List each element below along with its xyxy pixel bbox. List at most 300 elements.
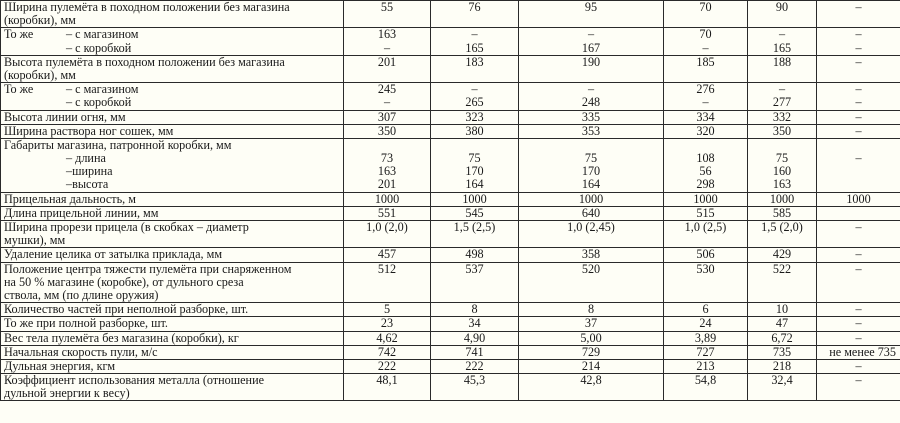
- row-label-line: Начальная скорость пули, м/с: [4, 345, 158, 359]
- value-cell: [519, 359, 664, 373]
- row-sublabel: –ширина: [66, 164, 113, 179]
- row-label-line: Высота линии огня, мм: [4, 110, 126, 124]
- cell-value: 245: [377, 82, 397, 97]
- value-cell: [519, 206, 664, 220]
- table-row: [1, 138, 900, 192]
- cell-value: 75: [584, 151, 598, 166]
- value-cell: [519, 248, 664, 262]
- value-cell: [817, 221, 900, 248]
- cell-value: 585: [772, 206, 792, 220]
- cell-value: –: [855, 110, 862, 124]
- cell-value: 75: [775, 151, 789, 166]
- table-row: [1, 221, 900, 248]
- cell-value: 167: [581, 40, 601, 55]
- value-cell: [664, 124, 748, 138]
- value-cell: [748, 345, 817, 359]
- value-cell: [817, 206, 900, 220]
- cell-value: 5,00: [580, 331, 602, 345]
- value-cell: [344, 83, 431, 110]
- row-label: [1, 359, 344, 373]
- value-cell: [344, 359, 431, 373]
- value-cell: [748, 55, 817, 82]
- cell-value: 4,90: [463, 331, 486, 345]
- cell-value: 188: [772, 55, 792, 69]
- cell-value: 545: [465, 206, 484, 220]
- row-label-line: Количество частей при неполной разборке, шт.: [4, 302, 249, 317]
- row-label-line: Ширина раствора ног сошек, мм: [4, 124, 174, 138]
- cell-value: –: [855, 262, 862, 276]
- cell-value: 353: [581, 124, 601, 138]
- cell-value: 320: [696, 124, 715, 138]
- value-cell: [748, 359, 817, 373]
- table-row: [1, 374, 900, 401]
- value-cell: [519, 1, 664, 28]
- value-cell: [431, 345, 519, 359]
- row-label-line: Положение центра тяжести пулемёта при снаряженном: [4, 262, 292, 276]
- value-cell: [664, 331, 748, 345]
- cell-value: –: [855, 151, 862, 166]
- value-cell: [664, 359, 748, 373]
- value-cell: [664, 110, 748, 124]
- value-cell: [817, 1, 900, 28]
- value-cell: [817, 262, 900, 303]
- value-cell: [748, 248, 817, 262]
- cell-value: 530: [696, 262, 715, 276]
- value-cell: [519, 221, 664, 248]
- row-label-line: Прицельная дальность, м: [4, 192, 136, 206]
- value-cell: [664, 317, 748, 331]
- value-cell: [431, 359, 519, 373]
- cell-value: 1,0 (2,0): [366, 220, 408, 234]
- value-cell: [519, 374, 664, 401]
- value-cell: [817, 124, 900, 138]
- row-label-line: Высота пулемёта в походном положении без магазина: [4, 55, 285, 69]
- value-cell: [344, 221, 431, 248]
- cell-value: –: [702, 40, 709, 55]
- value-cell: [748, 138, 817, 192]
- value-cell: [431, 303, 519, 317]
- value-cell: [344, 345, 431, 359]
- cell-value: 335: [581, 110, 601, 124]
- row-sublabel: –высота: [66, 177, 109, 192]
- cell-value: 163: [772, 177, 792, 192]
- value-cell: [431, 206, 519, 220]
- value-cell: [344, 206, 431, 220]
- cell-value: 1,5 (2,5): [453, 220, 496, 234]
- table-row: [1, 359, 900, 373]
- value-cell: [431, 1, 519, 28]
- cell-value: 23: [380, 316, 394, 331]
- cell-value: 551: [377, 206, 397, 220]
- cell-value: 298: [696, 177, 715, 192]
- cell-value: 332: [772, 110, 792, 124]
- cell-value: 380: [465, 124, 484, 138]
- value-cell: [344, 374, 431, 401]
- cell-value: 56: [699, 164, 712, 179]
- value-cell: [344, 331, 431, 345]
- value-cell: [817, 192, 900, 206]
- value-cell: [664, 248, 748, 262]
- value-cell: [748, 317, 817, 331]
- row-sublabel: – длина: [66, 151, 106, 166]
- row-label-line: Удаление целика от затылка приклада, мм: [4, 247, 223, 262]
- value-cell: [817, 359, 900, 373]
- value-cell: [344, 55, 431, 82]
- value-cell: [344, 1, 431, 28]
- value-cell: [748, 262, 817, 303]
- value-cell: [664, 221, 748, 248]
- cell-value: –: [383, 95, 391, 110]
- cell-value: 42,8: [580, 373, 602, 388]
- value-cell: [344, 262, 431, 303]
- cell-value: не менее 735: [829, 345, 896, 359]
- row-label: [1, 262, 344, 303]
- row-label: [1, 55, 344, 82]
- value-cell: [817, 110, 900, 124]
- cell-value: –: [778, 27, 786, 42]
- table-row: [1, 317, 900, 331]
- cell-value: 24: [699, 316, 712, 331]
- value-cell: [664, 28, 748, 55]
- value-cell: [344, 28, 431, 55]
- row-label: [1, 110, 344, 124]
- value-cell: [344, 248, 431, 262]
- value-cell: [519, 110, 664, 124]
- cell-value: 323: [465, 110, 484, 124]
- value-cell: [431, 110, 519, 124]
- row-label-line: (коробки), мм: [4, 67, 76, 82]
- cell-value: 1000: [578, 192, 604, 206]
- value-cell: [817, 317, 900, 331]
- cell-value: –: [778, 82, 786, 97]
- value-cell: [817, 374, 900, 401]
- value-cell: [817, 83, 900, 110]
- cell-value: 1000: [846, 192, 871, 206]
- cell-value: 5: [383, 302, 391, 317]
- cell-value: 350: [772, 124, 792, 138]
- table-row: [1, 83, 900, 110]
- cell-value: 727: [696, 345, 715, 359]
- value-cell: [344, 192, 431, 206]
- value-cell: [519, 124, 664, 138]
- cell-value: –: [855, 82, 862, 97]
- cell-value: 47: [775, 316, 789, 331]
- value-cell: [748, 1, 817, 28]
- row-label-line: Ширина прорези прицела (в скобках – диаметр: [4, 220, 249, 234]
- value-cell: [431, 317, 519, 331]
- cell-value: 307: [377, 110, 397, 124]
- row-label-line: мушки), мм: [4, 233, 66, 248]
- cell-value: 1,0 (2,45): [567, 220, 615, 234]
- cell-value: 1,0 (2,5): [684, 220, 727, 234]
- value-cell: [431, 192, 519, 206]
- cell-value: 537: [465, 262, 484, 276]
- value-cell: [344, 138, 431, 192]
- cell-value: 4,62: [376, 331, 398, 345]
- cell-value: 640: [581, 206, 601, 220]
- row-label-line: То же при полной разборке, шт.: [4, 316, 168, 331]
- cell-value: 76: [468, 0, 481, 14]
- cell-value: –: [702, 95, 709, 110]
- cell-value: 222: [377, 359, 397, 373]
- cell-value: –: [855, 55, 862, 69]
- cell-value: 741: [465, 345, 484, 359]
- value-cell: [748, 221, 817, 248]
- row-label-line: на 50 % магазине (коробке), от дульного среза: [4, 274, 244, 289]
- cell-value: –: [855, 220, 862, 234]
- value-cell: [431, 124, 519, 138]
- value-cell: [431, 262, 519, 303]
- value-cell: [664, 303, 748, 317]
- cell-value: –: [855, 27, 862, 42]
- table-row: [1, 206, 900, 220]
- cell-value: –: [855, 40, 862, 55]
- cell-value: 34: [468, 316, 481, 331]
- cell-value: 1000: [374, 192, 400, 206]
- value-cell: [519, 55, 664, 82]
- cell-value: 457: [377, 247, 397, 262]
- row-label-prefix: То же: [4, 27, 34, 42]
- cell-value: 742: [377, 345, 397, 359]
- row-label: [1, 28, 344, 55]
- row-label-prefix: То же: [4, 82, 34, 97]
- row-label: [1, 192, 344, 206]
- value-cell: [431, 221, 519, 248]
- cell-value: 95: [584, 0, 598, 14]
- cell-value: [820, 207, 897, 220]
- cell-value: 1000: [462, 192, 487, 206]
- value-cell: [431, 248, 519, 262]
- table-row: [1, 110, 900, 124]
- row-label: [1, 248, 344, 262]
- cell-value: 522: [772, 262, 792, 276]
- value-cell: [664, 262, 748, 303]
- value-cell: [748, 28, 817, 55]
- row-label-line: – с магазином: [66, 27, 139, 42]
- value-cell: [519, 345, 664, 359]
- cell-value: 201: [377, 55, 397, 69]
- row-label: [1, 221, 344, 248]
- table-row: [1, 331, 900, 345]
- cell-value: 165: [465, 40, 484, 55]
- value-cell: [431, 331, 519, 345]
- value-cell: [664, 55, 748, 82]
- value-cell: [748, 124, 817, 138]
- row-label: [1, 206, 344, 220]
- row-label-line: Коэффициент использования металла (отношение: [4, 373, 264, 388]
- value-cell: [817, 248, 900, 262]
- table-row: [1, 345, 900, 359]
- value-cell: [519, 262, 664, 303]
- cell-value: –: [587, 27, 595, 42]
- value-cell: [664, 374, 748, 401]
- value-cell: [344, 110, 431, 124]
- cell-value: 183: [465, 55, 484, 69]
- value-cell: [344, 317, 431, 331]
- value-cell: [664, 83, 748, 110]
- value-cell: [431, 83, 519, 110]
- cell-value: 248: [581, 95, 601, 110]
- value-cell: [817, 331, 900, 345]
- table-row: [1, 55, 900, 82]
- cell-value: 512: [377, 262, 397, 276]
- cell-value: 54,8: [694, 373, 717, 388]
- value-cell: [519, 28, 664, 55]
- cell-value: –: [855, 124, 862, 138]
- row-label: [1, 317, 344, 331]
- row-label-line: Ширина пулемёта в походном положении без магазина: [4, 0, 290, 14]
- value-cell: [431, 374, 519, 401]
- cell-value: 358: [581, 247, 601, 262]
- cell-value: 214: [581, 359, 601, 373]
- cell-value: 735: [772, 345, 792, 359]
- value-cell: [431, 138, 519, 192]
- cell-value: 506: [696, 247, 715, 262]
- value-cell: [519, 83, 664, 110]
- cell-value: 32,4: [771, 373, 793, 388]
- value-cell: [748, 303, 817, 317]
- value-cell: [519, 138, 664, 192]
- cell-value: –: [855, 95, 862, 110]
- cell-value: 75: [468, 151, 481, 166]
- cell-value: 1000: [769, 192, 795, 206]
- value-cell: [817, 138, 900, 192]
- value-cell: [519, 192, 664, 206]
- value-cell: [748, 206, 817, 220]
- value-cell: [519, 331, 664, 345]
- cell-value: [820, 165, 897, 178]
- table-row: [1, 303, 900, 317]
- cell-value: 163: [377, 164, 397, 179]
- cell-value: 164: [581, 177, 601, 192]
- row-label: [1, 83, 344, 110]
- row-label-line: Длина прицельной линии, мм: [4, 206, 159, 220]
- cell-value: 1000: [693, 192, 718, 206]
- table-row: [1, 28, 900, 55]
- value-cell: [664, 206, 748, 220]
- table-row: [1, 262, 900, 303]
- value-cell: [817, 55, 900, 82]
- cell-value: 90: [775, 0, 789, 14]
- cell-value: 520: [581, 262, 601, 276]
- cell-value: 6,72: [771, 331, 793, 345]
- value-cell: [344, 124, 431, 138]
- cell-value: –: [855, 0, 862, 14]
- cell-value: 1,5 (2,0): [761, 220, 803, 234]
- cell-value: –: [855, 247, 862, 262]
- cell-value: 429: [772, 247, 792, 262]
- value-cell: [748, 83, 817, 110]
- cell-value: 163: [377, 27, 397, 42]
- cell-value: 73: [380, 151, 394, 166]
- cell-value: –: [855, 331, 862, 345]
- cell-value: –: [855, 373, 862, 388]
- cell-value: 165: [772, 40, 792, 55]
- cell-value: 48,1: [376, 373, 398, 388]
- cell-value: 515: [696, 206, 715, 220]
- cell-value: 185: [696, 55, 715, 69]
- value-cell: [664, 1, 748, 28]
- cell-value: 201: [377, 177, 397, 192]
- cell-value: –: [383, 40, 391, 55]
- cell-value: 350: [377, 124, 397, 138]
- cell-value: 276: [696, 82, 715, 97]
- value-cell: [748, 331, 817, 345]
- cell-value: 70: [699, 27, 712, 42]
- cell-value: 8: [471, 302, 478, 317]
- cell-value: 3,89: [694, 331, 717, 345]
- table-row: [1, 192, 900, 206]
- table-row: [1, 248, 900, 262]
- cell-value: 265: [465, 95, 484, 110]
- cell-value: 498: [465, 247, 484, 262]
- cell-value: –: [855, 302, 862, 317]
- row-label-line: – с коробкой: [66, 40, 132, 55]
- value-cell: [817, 28, 900, 55]
- row-label-line: (коробки), мм: [4, 13, 76, 28]
- cell-value: 190: [581, 55, 601, 69]
- value-cell: [664, 192, 748, 206]
- cell-value: –: [587, 82, 595, 97]
- row-label: [1, 1, 344, 28]
- cell-value: 164: [465, 177, 484, 192]
- row-label-line: Габариты магазина, патронной коробки, мм: [4, 138, 232, 152]
- cell-value: 45,3: [463, 373, 486, 388]
- value-cell: [431, 28, 519, 55]
- row-label: [1, 374, 344, 401]
- value-cell: [664, 138, 748, 192]
- cell-value: 108: [696, 151, 715, 166]
- value-cell: [817, 345, 900, 359]
- value-cell: [519, 303, 664, 317]
- row-label-line: Вес тела пулемёта без магазина (коробки), кг: [4, 331, 239, 345]
- value-cell: [344, 303, 431, 317]
- cell-value: 277: [772, 95, 792, 110]
- row-label-line: Дульная энергия, кгм: [4, 359, 116, 373]
- row-label-line: – с магазином: [66, 82, 139, 97]
- cell-value: 729: [581, 345, 601, 359]
- cell-value: 10: [775, 302, 789, 317]
- row-label-line: – с коробкой: [66, 95, 132, 110]
- cell-value: 222: [465, 359, 484, 373]
- value-cell: [431, 55, 519, 82]
- cell-value: 8: [587, 302, 595, 317]
- cell-value: 37: [584, 316, 598, 331]
- table-row: [1, 124, 900, 138]
- value-cell: [519, 317, 664, 331]
- row-label: [1, 138, 344, 192]
- row-label: [1, 345, 344, 359]
- cell-value: 160: [772, 164, 792, 179]
- cell-value: 170: [581, 164, 601, 179]
- value-cell: [748, 374, 817, 401]
- row-label: [1, 124, 344, 138]
- value-cell: [748, 192, 817, 206]
- row-label-line: дульной энергии к весу): [4, 386, 130, 401]
- table-row: [1, 1, 900, 28]
- value-cell: [748, 110, 817, 124]
- cell-value: 213: [696, 359, 715, 373]
- cell-value: [820, 178, 897, 191]
- value-cell: [664, 345, 748, 359]
- row-label: [1, 303, 344, 317]
- cell-value: 55: [380, 0, 394, 14]
- cell-value: 170: [465, 164, 484, 179]
- cell-value: –: [855, 359, 862, 373]
- cell-value: –: [471, 82, 478, 97]
- cell-value: 6: [702, 302, 709, 317]
- cell-value: 334: [696, 110, 715, 124]
